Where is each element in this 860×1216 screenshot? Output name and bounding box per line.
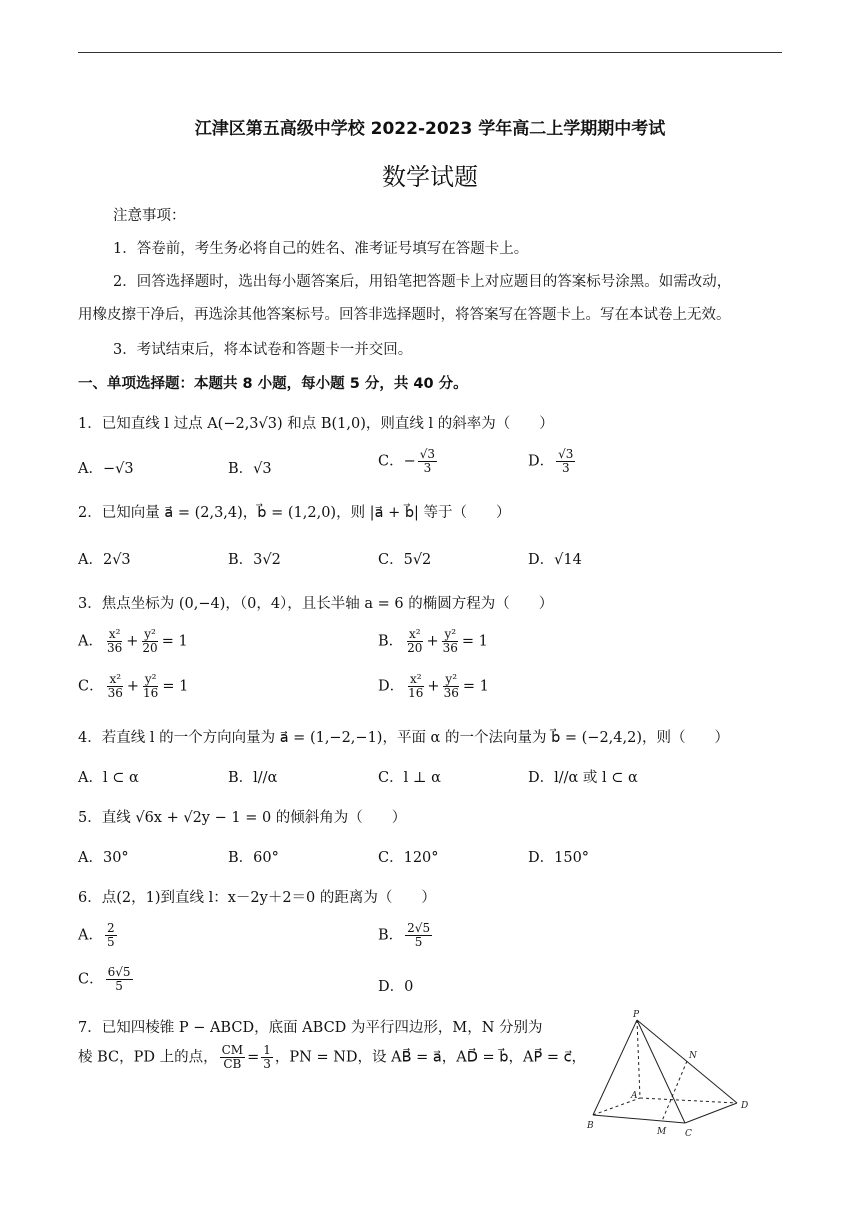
q6-option-d: D．0	[378, 979, 414, 995]
q6-b-frac: $\frac{2√5}{5}$	[407, 921, 431, 949]
question-5-stem: 5．直线 √6x + √2y − 1 = 0 的倾斜角为（ ）	[78, 810, 407, 826]
q3-a-frac-x: $\frac{\text{x²}}{36}$	[106, 627, 123, 655]
top-rule	[78, 52, 782, 53]
q5-option-a: A．30°	[78, 850, 129, 866]
q7-frac-one-third: $\frac{1}{3}$	[263, 1043, 271, 1071]
note-item: 2．回答选择题时，选出每小题答案后，用铅笔把答题卡上对应题目的答案标号涂黑。如需改动，	[113, 274, 732, 290]
question-1-stem: 1．已知直线 l 过点 A(−2,3√3) 和点 B(1,0)，则直线 l 的斜率为（ ）	[78, 416, 554, 432]
notes-heading: 注意事项：	[113, 208, 186, 224]
q1-option-c-label: C．−	[378, 453, 416, 470]
q6-option-b: B． $\frac{2√5}{5}$	[378, 921, 431, 949]
label-a: A	[631, 1091, 638, 1101]
q4-option-b: B．l//α	[228, 770, 278, 786]
label-m: M	[657, 1127, 667, 1137]
q3-option-a: A． $\frac{\text{x²}}{36}$ + $\frac{\text{y²}}{20}$ = 1	[78, 627, 188, 655]
q3-option-c: C． $\frac{\text{x²}}{36}$ + $\frac{\text{y²}}{16}$ = 1	[78, 672, 189, 700]
q4-option-c: C．l ⊥ α	[378, 770, 441, 786]
q6-c-frac: $\frac{6√5}{5}$	[107, 965, 131, 993]
q3-a-frac-y: $\frac{\text{y²}}{20}$	[142, 627, 158, 655]
q1-option-b: B．√3	[228, 461, 272, 477]
q2-option-c: C．5√2	[378, 552, 432, 568]
note-item: 用橡皮擦干净后，再选涂其他答案标号。回答非选择题时，将答案写在答题卡上。写在本试卷上无效。	[78, 307, 731, 323]
q3-option-d: D． $\frac{\text{x²}}{16}$ + $\frac{\text{y²}}{36}$ = 1	[378, 672, 489, 700]
label-p: P	[633, 1010, 640, 1020]
label-b: B	[587, 1121, 594, 1131]
question-3-stem: 3．焦点坐标为 (0,−4)，（0，4），且长半轴 a = 6 的椭圆方程为（ ）	[78, 596, 554, 612]
q3-c-frac-y: $\frac{\text{y²}}{16}$	[143, 672, 159, 700]
q4-option-d: D．l//α 或 l ⊂ α	[528, 770, 638, 786]
q5-option-d: D．150°	[528, 850, 590, 866]
q6-a-frac: $\frac{2}{5}$	[106, 921, 115, 949]
label-n: N	[689, 1051, 697, 1061]
q2-option-d: D．√14	[528, 552, 582, 568]
pyramid-figure	[585, 1008, 755, 1143]
question-4-stem: 4．若直线 l 的一个方向向量为 a⃗ = (1,−2,−1)，平面 α 的一个法向量为 b⃗ = (−2,4,2)，则（ ）	[78, 730, 729, 746]
q2-option-a: A．2√3	[78, 552, 131, 568]
question-7-stem-line1: 7．已知四棱锥 P − ABCD，底面 ABCD 为平行四边形，M，N 分别为	[78, 1020, 543, 1036]
q3-option-b: B． $\frac{\text{x²}}{20}$ + $\frac{\text{y²}}{36}$ = 1	[378, 627, 488, 655]
q3-d-frac-y: $\frac{\text{y²}}{36}$	[443, 672, 459, 700]
label-d: D	[741, 1101, 749, 1111]
q2-option-b: B．3√2	[228, 552, 281, 568]
q6-option-a: A． $\frac{2}{5}$	[78, 921, 115, 949]
q1-option-c	[378, 448, 439, 475]
exam-title: 江津区第五高级中学校 2022-2023 学年高二上学期期中考试	[194, 119, 666, 139]
note-item: 3．考试结束后，将本试卷和答题卡一并交回。	[113, 342, 413, 358]
q1-option-d-label: D．	[528, 453, 555, 470]
q1-option-d	[528, 448, 577, 475]
note-item: 1．答卷前，考生务必将自己的姓名、准考证号填写在答题卡上。	[113, 241, 529, 257]
question-7-stem-line2: 棱 BC，PD 上的点， $\frac{CM}{CB}$ = $\frac{1}{3}$ ，PN = ND，设 AB⃗ = a⃗，AD⃗ = b⃗，AP⃗ = c⃗，	[78, 1043, 587, 1071]
q3-b-frac-y: $\frac{\text{y²}}{36}$	[442, 627, 458, 655]
q1-option-d-frac: $\frac{√3}{3}$	[558, 447, 574, 475]
q3-d-frac-x: $\frac{\text{x²}}{16}$	[408, 672, 424, 700]
q1-option-c-frac: $\frac{√3}{3}$	[419, 447, 436, 475]
label-c: C	[685, 1129, 692, 1139]
q3-c-frac-x: $\frac{\text{x²}}{36}$	[107, 672, 123, 700]
q6-option-c: C． $\frac{6√5}{5}$	[78, 965, 131, 993]
q7-frac-cm-cb: $\frac{CM}{CB}$	[221, 1043, 244, 1071]
q3-b-frac-x: $\frac{\text{x²}}{20}$	[407, 627, 423, 655]
question-2-stem: 2．已知向量 a⃗ = (2,3,4)，b⃗ = (1,2,0)，则 |a⃗ + b⃗| 等于（ ）	[78, 505, 511, 521]
subject-title: 数学试题	[382, 163, 478, 191]
section-heading: 一、单项选择题：本题共 8 小题，每小题 5 分，共 40 分。	[78, 376, 468, 392]
q5-option-b: B．60°	[228, 850, 279, 866]
question-6-stem: 6．点(2，1)到直线 l：x－2y＋2＝0 的距离为（ ）	[78, 890, 436, 906]
q1-option-a: A．−√3	[78, 461, 134, 477]
q5-option-c: C．120°	[378, 850, 439, 866]
q4-option-a: A．l ⊂ α	[78, 770, 139, 786]
